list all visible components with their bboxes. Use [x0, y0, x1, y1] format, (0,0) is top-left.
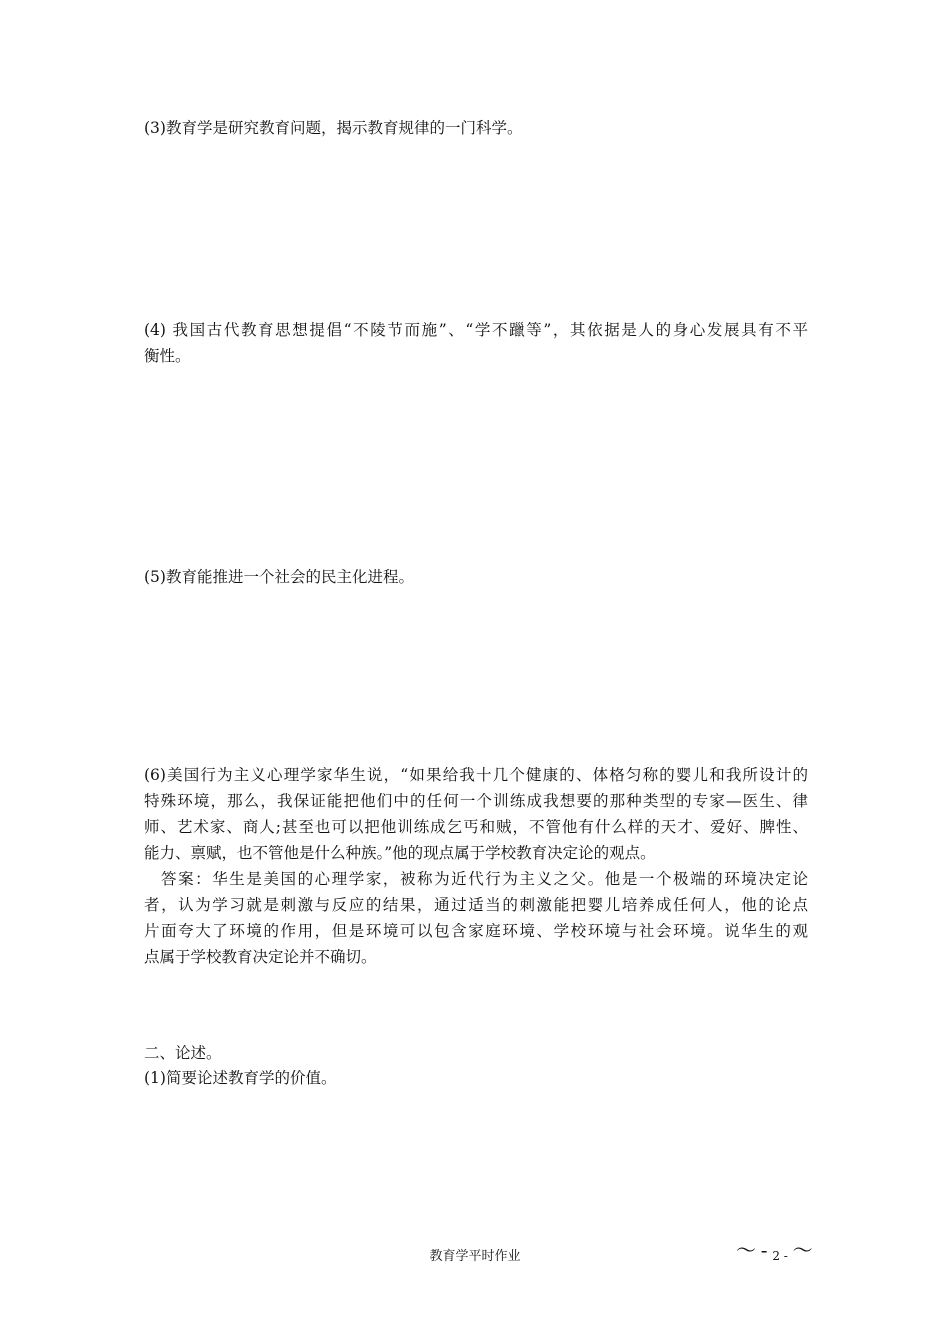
- page-number-prefix: ～: [736, 1238, 756, 1262]
- question-4: [144, 317, 808, 369]
- answer-line-2: 者，认为学习就是刺激与反应的结果，通过适当的刺激能把婴儿培养成任何人，他的论点: [144, 896, 808, 914]
- question-6-line-4: 能力、禀赋，也不管他是什么种族。”他的现点属于学校教育决定论的观点。: [144, 844, 656, 862]
- answer-paragraph: [144, 866, 808, 970]
- question-3: (3)教育学是研究教育问题，揭示教育规律的一门科学。: [144, 119, 523, 137]
- page-number-suffix: ～: [792, 1238, 813, 1262]
- section-2-heading: 二、论述。: [144, 1044, 222, 1062]
- page-number-value: 2 -: [772, 1249, 788, 1263]
- question-4-line-2: 衡性。: [144, 347, 191, 365]
- question-6: [144, 762, 808, 866]
- question-6-line-2: 特殊环境，那么，我保证能把他们中的任何一个训练成我想要的那种类型的专家—医生、律: [144, 792, 808, 810]
- answer-line-1: 答案：华生是美国的心理学家，被称为近代行为主义之父。他是一个极端的环境决定论: [161, 870, 808, 888]
- answer-line-3: 片面夸大了环境的作用，但是环境可以包含家庭环境、学校环境与社会环境。说华生的观: [144, 922, 808, 940]
- question-4-line-1: (4) 我国古代教育思想提倡“不陵节而施”、“学不躐等”，其依据是人的身心发展具有不平: [144, 321, 808, 339]
- footer-title: 教育学平时作业: [429, 1249, 521, 1264]
- page-number: [736, 1238, 813, 1268]
- answer-line-4: 点属于学校教育决定论并不确切。: [144, 948, 377, 966]
- question-6-line-1: (6)美国行为主义心理学家华生说，“如果给我十几个健康的、体格匀称的婴儿和我所设计的: [144, 766, 808, 784]
- question-5: (5)教育能推进一个社会的民主化进程。: [144, 568, 414, 586]
- section-2-question-1: (1)简要论述教育学的价值。: [144, 1069, 337, 1087]
- question-6-line-3: 师、艺术家、商人;甚至也可以把他训练成乞丐和贼，不管他有什么样的天才、爱好、脾性、: [144, 818, 808, 836]
- page-number-dash: -: [760, 1238, 768, 1262]
